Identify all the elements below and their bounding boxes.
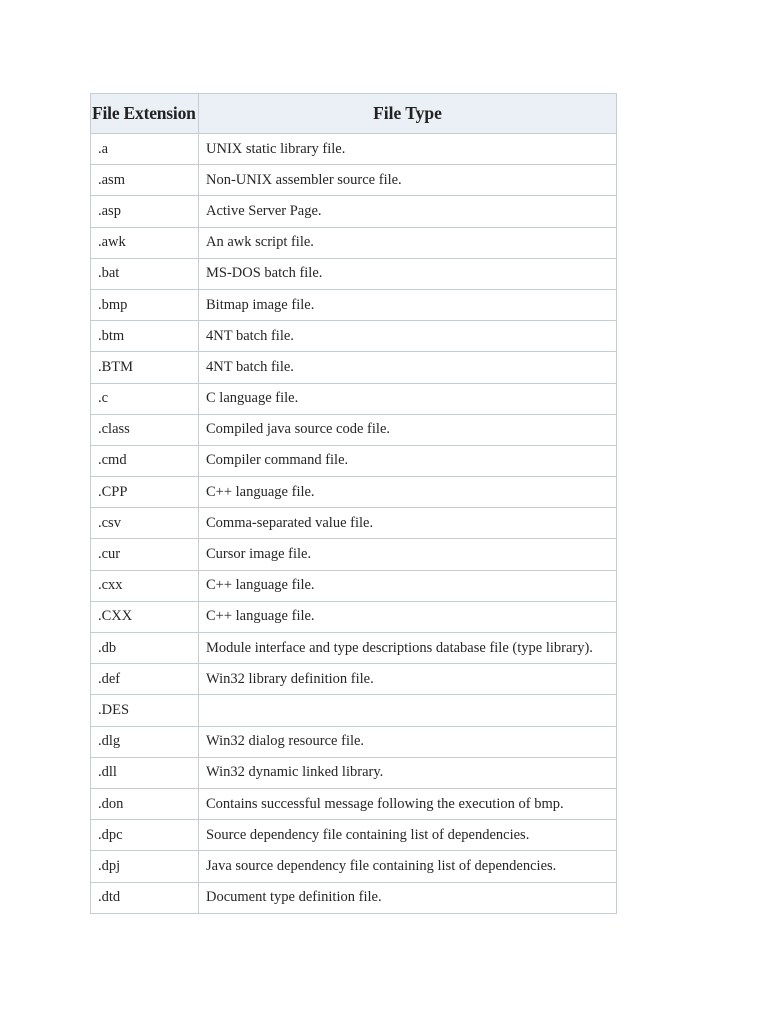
header-file-type: File Type — [199, 94, 617, 134]
cell-file-extension: .BTM — [91, 352, 199, 383]
cell-file-extension: .dll — [91, 757, 199, 788]
cell-file-extension: .c — [91, 383, 199, 414]
cell-file-extension: .csv — [91, 508, 199, 539]
cell-file-extension: .btm — [91, 321, 199, 352]
table-row — [91, 227, 617, 258]
cell-file-type: Bitmap image file. — [199, 289, 617, 320]
cell-file-type: Win32 library definition file. — [199, 664, 617, 695]
cell-file-extension: .awk — [91, 227, 199, 258]
table-row — [91, 570, 617, 601]
file-extension-table — [90, 93, 617, 914]
table-row — [91, 134, 617, 165]
cell-file-type: Compiler command file. — [199, 445, 617, 476]
table-row — [91, 196, 617, 227]
cell-file-extension: .def — [91, 664, 199, 695]
cell-file-extension: .class — [91, 414, 199, 445]
cell-file-extension: .DES — [91, 695, 199, 726]
header-file-extension: File Extension — [91, 94, 199, 134]
cell-file-extension: .CPP — [91, 477, 199, 508]
cell-file-type: C++ language file. — [199, 477, 617, 508]
table-body — [91, 134, 617, 914]
cell-file-extension: .bat — [91, 258, 199, 289]
cell-file-type: Compiled java source code file. — [199, 414, 617, 445]
cell-file-type: C language file. — [199, 383, 617, 414]
cell-file-extension: .dlg — [91, 726, 199, 757]
cell-file-type: Cursor image file. — [199, 539, 617, 570]
cell-file-extension: .dtd — [91, 882, 199, 913]
table-row — [91, 383, 617, 414]
table-row — [91, 757, 617, 788]
table-row — [91, 414, 617, 445]
table-row — [91, 633, 617, 664]
table-row — [91, 165, 617, 196]
cell-file-type: Source dependency file containing list of dependencies. — [199, 820, 617, 851]
cell-file-type: Contains successful message following the execution of bmp. — [199, 788, 617, 819]
cell-file-type: Active Server Page. — [199, 196, 617, 227]
cell-file-extension: .cmd — [91, 445, 199, 476]
table-row — [91, 788, 617, 819]
cell-file-type: Non-UNIX assembler source file. — [199, 165, 617, 196]
table-row — [91, 445, 617, 476]
header-row — [91, 94, 617, 134]
cell-file-type: Document type definition file. — [199, 882, 617, 913]
table-row — [91, 352, 617, 383]
table-row — [91, 321, 617, 352]
cell-file-extension: .CXX — [91, 601, 199, 632]
table-row — [91, 851, 617, 882]
table-row — [91, 726, 617, 757]
cell-file-type: Java source dependency file containing list of dependencies. — [199, 851, 617, 882]
table-row — [91, 289, 617, 320]
cell-file-type: Win32 dialog resource file. — [199, 726, 617, 757]
table-row — [91, 508, 617, 539]
cell-file-type: C++ language file. — [199, 601, 617, 632]
table-row — [91, 695, 617, 726]
cell-file-extension: .a — [91, 134, 199, 165]
cell-file-extension: .cur — [91, 539, 199, 570]
cell-file-type: MS-DOS batch file. — [199, 258, 617, 289]
cell-file-type: Comma-separated value file. — [199, 508, 617, 539]
table-row — [91, 601, 617, 632]
cell-file-extension: .dpc — [91, 820, 199, 851]
cell-file-extension: .dpj — [91, 851, 199, 882]
cell-file-extension: .asp — [91, 196, 199, 227]
table-row — [91, 477, 617, 508]
cell-file-type: 4NT batch file. — [199, 321, 617, 352]
table-row — [91, 258, 617, 289]
cell-file-type: 4NT batch file. — [199, 352, 617, 383]
cell-file-extension: .asm — [91, 165, 199, 196]
cell-file-type — [199, 695, 617, 726]
cell-file-type: An awk script file. — [199, 227, 617, 258]
table-row — [91, 820, 617, 851]
table-header — [91, 94, 617, 134]
cell-file-extension: .cxx — [91, 570, 199, 601]
cell-file-type: C++ language file. — [199, 570, 617, 601]
table-row — [91, 882, 617, 913]
cell-file-extension: .don — [91, 788, 199, 819]
cell-file-extension: .bmp — [91, 289, 199, 320]
cell-file-extension: .db — [91, 633, 199, 664]
table-row — [91, 664, 617, 695]
cell-file-type: Module interface and type descriptions database file (type library). — [199, 633, 617, 664]
cell-file-type: UNIX static library file. — [199, 134, 617, 165]
cell-file-type: Win32 dynamic linked library. — [199, 757, 617, 788]
table-row — [91, 539, 617, 570]
